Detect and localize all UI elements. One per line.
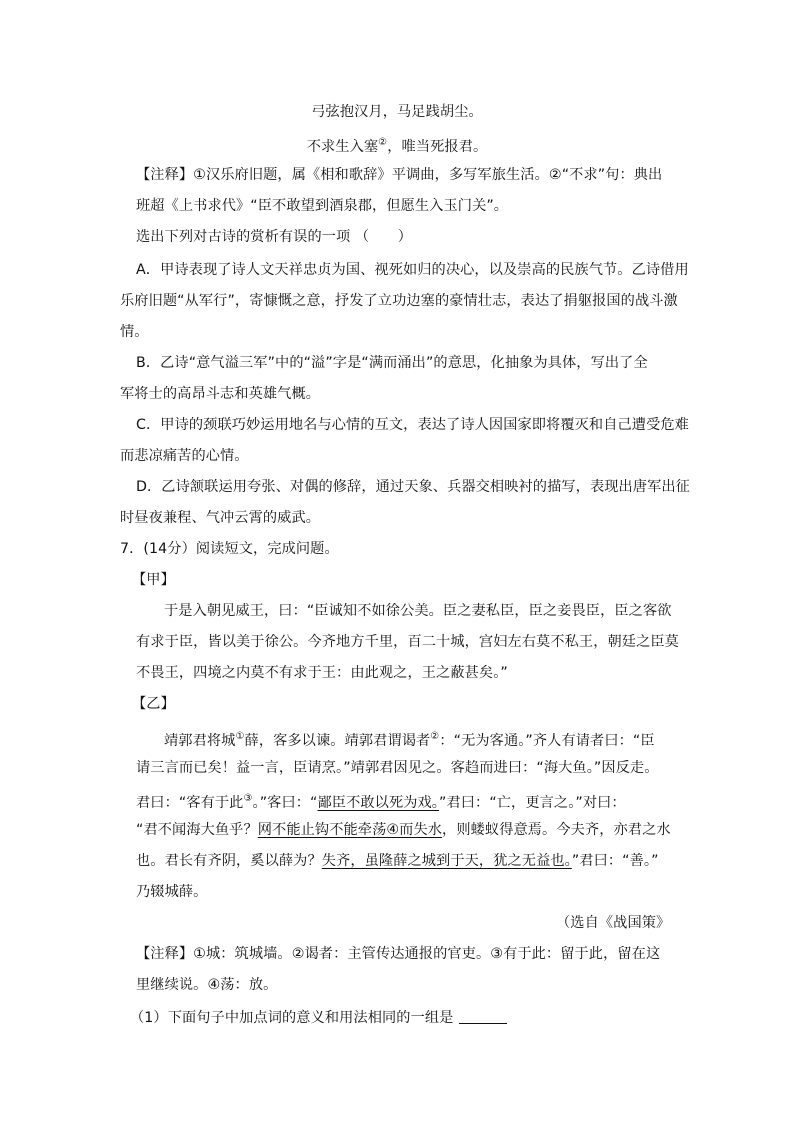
- passage-yi-label: 【乙】: [132, 696, 175, 712]
- footnote-marker-1: ①: [235, 731, 245, 742]
- passage-yi-line-2: 请三言而已矣！益一言，臣请烹。”靖郭君因见之。客趋而进曰：“海大鱼。”因反走。: [136, 760, 659, 776]
- passage-yi-line-4: [136, 820, 671, 840]
- annotation-line-2: 班超《上书求代》“臣不敢望到酒泉郡，但愿生入玉门关”。: [136, 198, 509, 214]
- underlined-sentence-2: 网不能止钩不能牵荡④而失水: [257, 822, 443, 838]
- passage-jia-line-3: 不畏王，四境之内莫不有求于王：由此观之，王之蔽甚矣。”: [136, 665, 508, 681]
- underlined-sentence-3: 失齐，虽隆薛之城到于天，犹之无益也。: [321, 853, 572, 869]
- option-c-line-1: C．甲诗的颈联巧妙运用地名与心情的互文，表达了诗人因国家即将覆灭和自己遭受危难: [136, 417, 689, 433]
- passage-jia-label: 【甲】: [132, 572, 175, 588]
- question-6-stem: 选出下列对古诗的赏析有误的一项 （ ）: [136, 229, 413, 245]
- passage-jia-line-1: 于是入朝见威王，曰：“臣诚知不如徐公美。臣之妻私臣，臣之妾畏臣，臣之客欲: [164, 603, 672, 619]
- answer-blank[interactable]: [459, 1009, 507, 1024]
- option-b-line-2: 军将士的高昂斗志和英雄气概。: [120, 386, 321, 402]
- option-a-line-2: 乐府旧题“从军行”，寄慷慨之意，抒发了立功边塞的豪情壮志，表达了捐躯报国的战斗激: [120, 293, 678, 309]
- question-7-stem: 7．(14分）阅读短文，完成问题。: [120, 541, 339, 557]
- option-b-line-1: B．乙诗“意气溢三军”中的“溢”字是“满而涌出”的意思，化抽象为具体，写出了全: [136, 355, 648, 371]
- passage-yi-line-1: [164, 727, 655, 751]
- footnote-marker-2: ②: [430, 731, 440, 742]
- passage-yi-line-6: 乃辍城薛。: [136, 884, 208, 900]
- footnote-marker: ②: [378, 137, 388, 148]
- option-d-line-2: 时昼夜兼程、气冲云霄的威武。: [120, 510, 321, 526]
- yi-line-3-part-1: 君曰：“客有于此: [136, 795, 244, 811]
- annotation-2-line-2: 里继续说。④荡：放。: [136, 977, 278, 993]
- passage-yi-line-3: [136, 789, 626, 813]
- poem-line-1: 弓弦抱汉月，马足践胡尘。: [311, 104, 483, 120]
- yi-line-3-part-2: 。”客曰：“: [252, 795, 318, 811]
- yi-line-5-part-1: 也。君长有齐阴，奚以薛为？: [136, 853, 322, 869]
- option-d-line-1: D．乙诗颔联运用夸张、对偶的修辞，通过天象、兵器交相映衬的描写，表现出唐军出征: [136, 479, 690, 495]
- poem-line-2: [0, 133, 794, 157]
- footnote-marker-3: ③: [243, 793, 253, 804]
- annotation-line-1: 【注释】①汉乐府旧题，属《相和歌辞》平调曲，多写军旅生活。②“不求”句：典出: [136, 167, 663, 183]
- option-c-line-2: 而悲凉痛苦的心情。: [120, 448, 249, 464]
- yi-line-4-part-1: “君不闻海大鱼乎？: [136, 822, 258, 838]
- annotation-2-line-1: 【注释】①城：筑城墙。②谒者：主管传达通报的官吏。③有于此：留于此，留在这: [136, 946, 661, 962]
- yi-line-3-part-3: ”君曰：“亡，更言之。”对曰：: [439, 795, 626, 811]
- subquestion-1: [130, 1008, 507, 1028]
- yi-line-1-part-3: ：“无为客通。”齐人有请者曰：“臣: [439, 733, 655, 749]
- passage-jia-line-2: 有求于臣，皆以美于徐公。今齐地方千里，百二十城，宫妇左右莫不私王，朝廷之臣莫: [136, 634, 679, 650]
- subquestion-1-text: （1）下面句子中加点词的意义和用法相同的一组是: [130, 1010, 454, 1026]
- yi-line-1-part-1: 靖郭君将城: [164, 733, 236, 749]
- underlined-sentence-1: 鄙臣不敢以死为戏。: [317, 795, 439, 811]
- option-a-line-3: 情。: [120, 324, 149, 340]
- poem-line-2-part-2: ，唯当死报君。: [387, 139, 488, 155]
- poem-line-2-part-1: 不求生入塞: [306, 139, 379, 155]
- option-a-line-1: A．甲诗表现了诗人文天祥忠贞为国、视死如归的决心，以及崇高的民族气节。乙诗借用: [136, 262, 689, 278]
- source-citation: （选自《战国策》: [556, 915, 671, 931]
- yi-line-1-part-2: 薛，客多以谏。靖郭君谓谒者: [244, 733, 431, 749]
- yi-line-5-part-2: ”君曰：“善。”: [571, 853, 659, 869]
- passage-yi-line-5: [136, 851, 659, 871]
- yi-line-4-part-2: ，则蝼蚁得意焉。今夫齐，亦君之水: [442, 822, 671, 838]
